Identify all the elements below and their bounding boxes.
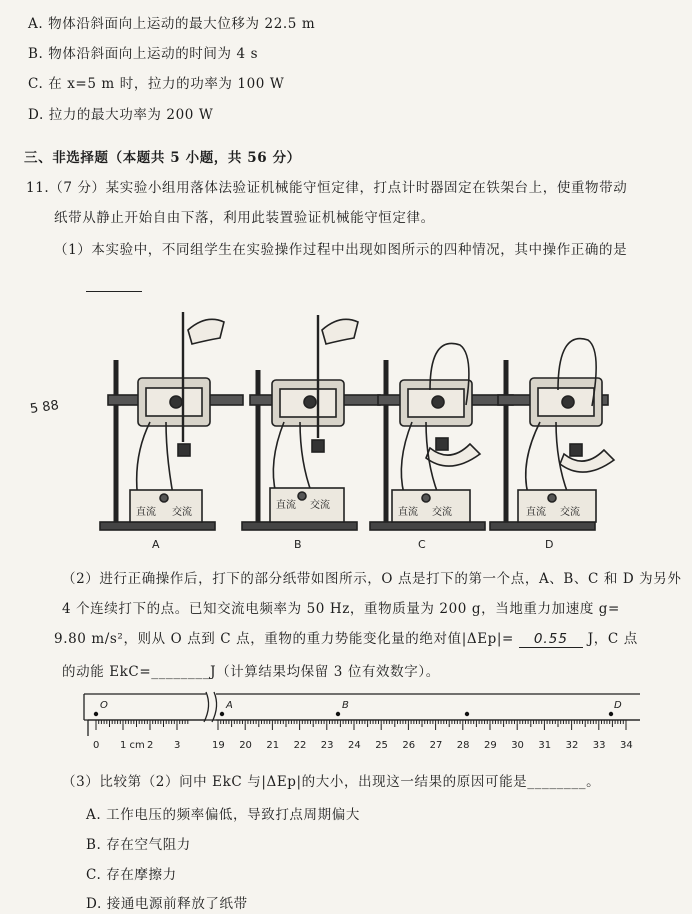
- ruler-label: 31: [538, 740, 552, 751]
- part3-option-d: D. 接通电源前释放了纸带: [86, 896, 248, 912]
- tape-point-c: [465, 712, 469, 716]
- ruler-label: 24: [348, 740, 361, 751]
- ruler-ticks: [96, 720, 626, 730]
- prev-option-b: B. 物体沿斜面向上运动的时间为 4 s: [28, 46, 259, 62]
- ruler-label: 19: [212, 740, 225, 751]
- prev-option-a: A. 物体沿斜面向上运动的最大位移为 22.5 m: [28, 16, 316, 32]
- ruler-label: 21: [266, 740, 280, 751]
- figure-label-b: B: [294, 538, 302, 551]
- q11-stem-line2: 纸带从静止开始自由下落，利用此装置验证机械能守恒定律。: [54, 210, 435, 226]
- ruler-label: 25: [375, 740, 388, 751]
- q11-part2-line1: （2）进行正确操作后，打下的部分纸带如图所示，O 点是打下的第一个点，A、B、C 和 D 为另外: [62, 571, 682, 587]
- section-header: 三、非选择题（本题共 5 小题，共 56 分）: [24, 150, 301, 166]
- ruler-label: 32: [565, 740, 579, 751]
- panel-dc-d: 直流: [526, 507, 546, 518]
- tape-point-o: [94, 712, 98, 716]
- q11-part2-line4: 的动能 EkC=________J（计算结果均保留 3 位有效数字）。: [62, 664, 440, 680]
- panel-dc-b: 直流: [276, 500, 296, 511]
- panel-ac-d: 交流: [560, 507, 580, 518]
- tape-point-b: [336, 712, 340, 716]
- panel-dc-c: 直流: [398, 507, 418, 518]
- ruler-label: 34: [620, 740, 633, 751]
- figure-label-a: A: [152, 538, 160, 551]
- part3-option-c: C. 存在摩擦力: [86, 867, 177, 883]
- part3-option-a: A. 工作电压的频率偏低，导致打点周期偏大: [86, 807, 360, 823]
- tape-ruler-figure: [0, 688, 692, 758]
- delta-ep-answer: 0.55: [519, 631, 583, 648]
- ruler-label: 22: [293, 740, 307, 751]
- tape-label-b: B: [342, 700, 349, 711]
- apparatus-figure: [0, 300, 692, 565]
- ruler-labels: [93, 740, 633, 751]
- tape-label-a: A: [226, 700, 233, 711]
- q11-part2-line3: [54, 627, 638, 648]
- panel-ac-a: 交流: [172, 507, 192, 518]
- q11-stem-line1: 11.（7 分）某实验小组用落体法验证机械能守恒定律，打点计时器固定在铁架台上，使重物带动: [26, 180, 628, 196]
- setup-d: [490, 339, 614, 530]
- setup-b: [242, 315, 380, 530]
- part1-answer-blank: [86, 291, 142, 292]
- panel-ac-c: 交流: [432, 507, 452, 518]
- tape-label-d: D: [614, 700, 622, 711]
- figure-label-d: D: [545, 538, 554, 551]
- tape-point-d: [609, 712, 613, 716]
- q11-part2-line2: 4 个连续打下的点。已知交流电频率为 50 Hz，重物质量为 200 g，当地重力加速度 g=: [62, 601, 620, 617]
- ruler-label: 28: [456, 740, 470, 751]
- ruler-label: 33: [592, 740, 606, 751]
- figure-label-c: C: [418, 538, 426, 551]
- ruler-label: 2: [147, 740, 154, 751]
- ruler-label: 1 cm: [120, 740, 145, 751]
- prev-option-c: C. 在 x=5 m 时，拉力的功率为 100 W: [28, 76, 285, 92]
- panel-dc-a: 直流: [136, 507, 156, 518]
- part3-option-b: B. 存在空气阻力: [86, 837, 191, 853]
- ruler-label: 3: [174, 740, 181, 751]
- ruler-label: 27: [429, 740, 443, 751]
- margin-note: 5 88: [29, 398, 60, 417]
- panel-ac-b: 交流: [310, 500, 330, 511]
- ruler-label: 0: [93, 740, 100, 751]
- ruler-label: 29: [484, 740, 497, 751]
- tape-point-a: [220, 712, 224, 716]
- part2-line3-pre: 9.80 m/s²，则从 O 点到 C 点，重物的重力势能变化量的绝对值|ΔEp|=: [54, 631, 514, 647]
- prev-option-d: D. 拉力的最大功率为 200 W: [28, 107, 214, 123]
- q11-part1-line1: （1）本实验中，不同组学生在实验操作过程中出现如图所示的四种情况，其中操作正确的是: [54, 242, 628, 258]
- q11-part3-line1: （3）比较第（2）问中 EkC 与|ΔEp|的大小，出现这一结果的原因可能是________。: [62, 774, 601, 790]
- ruler-label: 30: [511, 740, 524, 751]
- ruler-label: 20: [239, 740, 252, 751]
- tape-label-o: O: [100, 700, 108, 711]
- setup-c: [370, 343, 513, 530]
- ruler-label: 26: [402, 740, 416, 751]
- setup-a: [100, 312, 243, 530]
- ruler-label: 23: [320, 740, 334, 751]
- part2-line3-post: J，C 点: [587, 631, 638, 647]
